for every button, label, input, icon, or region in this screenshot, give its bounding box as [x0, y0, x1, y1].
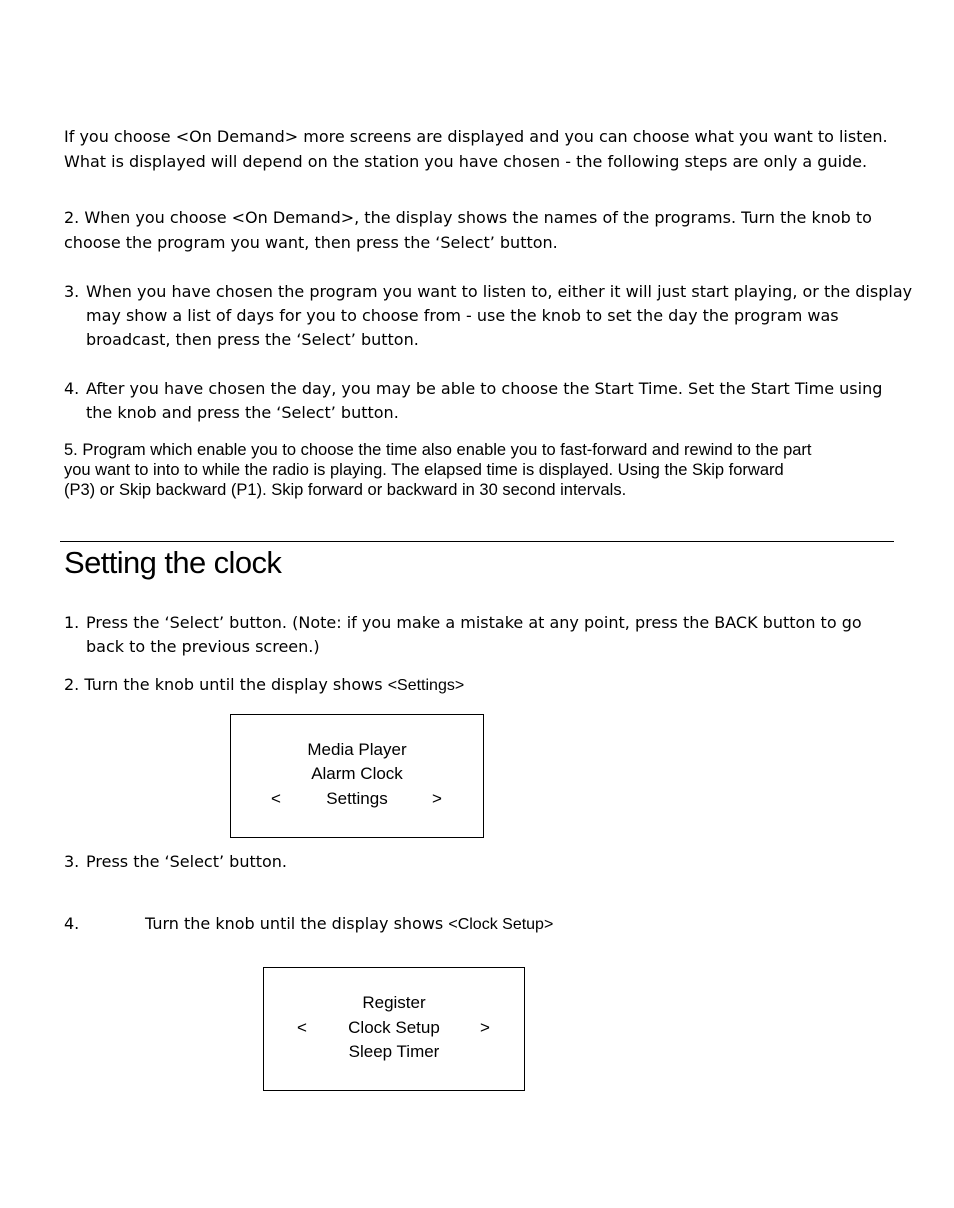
intro-line-1: If you choose <On Demand> more screens are displayed and you can choose what you want to listen.: [64, 127, 888, 146]
ondemand-step-2-line-1: 2. When you choose <On Demand>, the display shows the names of the programs. Turn the knob to: [64, 208, 872, 227]
display-2-line-1: Register: [362, 993, 426, 1012]
clock-step-2-highlight: <Settings>: [387, 677, 465, 694]
clock-step-4-number: 4.: [64, 914, 80, 933]
clock-step-3-number: 3.: [64, 852, 80, 871]
section-heading: Setting the clock: [64, 545, 282, 580]
section-divider: [60, 541, 894, 542]
ondemand-step-2-line-2: choose the program you want, then press the ‘Select’ button.: [64, 233, 558, 252]
ondemand-step-3-line-1: When you have chosen the program you want to listen to, either it will just start playing, or the display: [86, 282, 913, 301]
display-2-line-3: Sleep Timer: [348, 1042, 440, 1061]
ondemand-step-3-line-2: may show a list of days for you to choose from - use the knob to set the day the program was: [86, 306, 839, 325]
clock-step-3-text: Press the ‘Select’ button.: [86, 852, 288, 871]
ondemand-step-4-number: 4.: [64, 379, 80, 398]
clock-step-1-number: 1.: [64, 613, 80, 632]
clock-step-2-text: 2. Turn the knob until the display shows: [64, 675, 388, 694]
display-screen-settings: [230, 714, 484, 838]
clock-step-4: [145, 912, 553, 937]
clock-step-1-line-2: back to the previous screen.): [86, 637, 320, 656]
display-2-left-arrow-icon: <: [297, 1018, 307, 1037]
ondemand-step-4-line-2: the knob and press the ‘Select’ button.: [86, 403, 399, 422]
ondemand-step-5-line-1: 5. Program which enable you to choose the time also enable you to fast-forward and rewind to the part: [64, 441, 812, 459]
clock-step-4-highlight: <Clock Setup>: [448, 916, 554, 933]
display-screen-clock-setup: [263, 967, 525, 1091]
display-2-line-2: Clock Setup: [348, 1018, 440, 1037]
display-1-line-3: Settings: [326, 789, 388, 808]
clock-step-2: [64, 672, 464, 698]
ondemand-step-5-line-3: (P3) or Skip backward (P1). Skip forward or backward in 30 second intervals.: [64, 481, 627, 499]
display-1-line-1: Media Player: [307, 740, 407, 759]
display-1-right-arrow-icon: >: [432, 789, 442, 808]
clock-step-4-text: Turn the knob until the display shows: [145, 914, 449, 933]
ondemand-step-3-line-3: broadcast, then press the ‘Select’ button.: [86, 330, 419, 349]
intro-line-2: What is displayed will depend on the station you have chosen - the following steps are only a guide.: [64, 152, 868, 171]
display-2-right-arrow-icon: >: [480, 1018, 490, 1037]
clock-step-1-line-1: Press the ‘Select’ button. (Note: if you make a mistake at any point, press the BACK button to go: [86, 613, 862, 632]
ondemand-step-5: [64, 440, 894, 500]
ondemand-step-5-line-2: you want to into to while the radio is playing. The elapsed time is displayed. Using the Skip forward: [64, 461, 784, 479]
ondemand-step-4-line-1: After you have chosen the day, you may be able to choose the Start Time. Set the Start Time using: [86, 379, 883, 398]
display-1-line-2: Alarm Clock: [311, 764, 403, 783]
ondemand-step-3-number: 3.: [64, 282, 80, 301]
display-1-left-arrow-icon: <: [271, 789, 281, 808]
